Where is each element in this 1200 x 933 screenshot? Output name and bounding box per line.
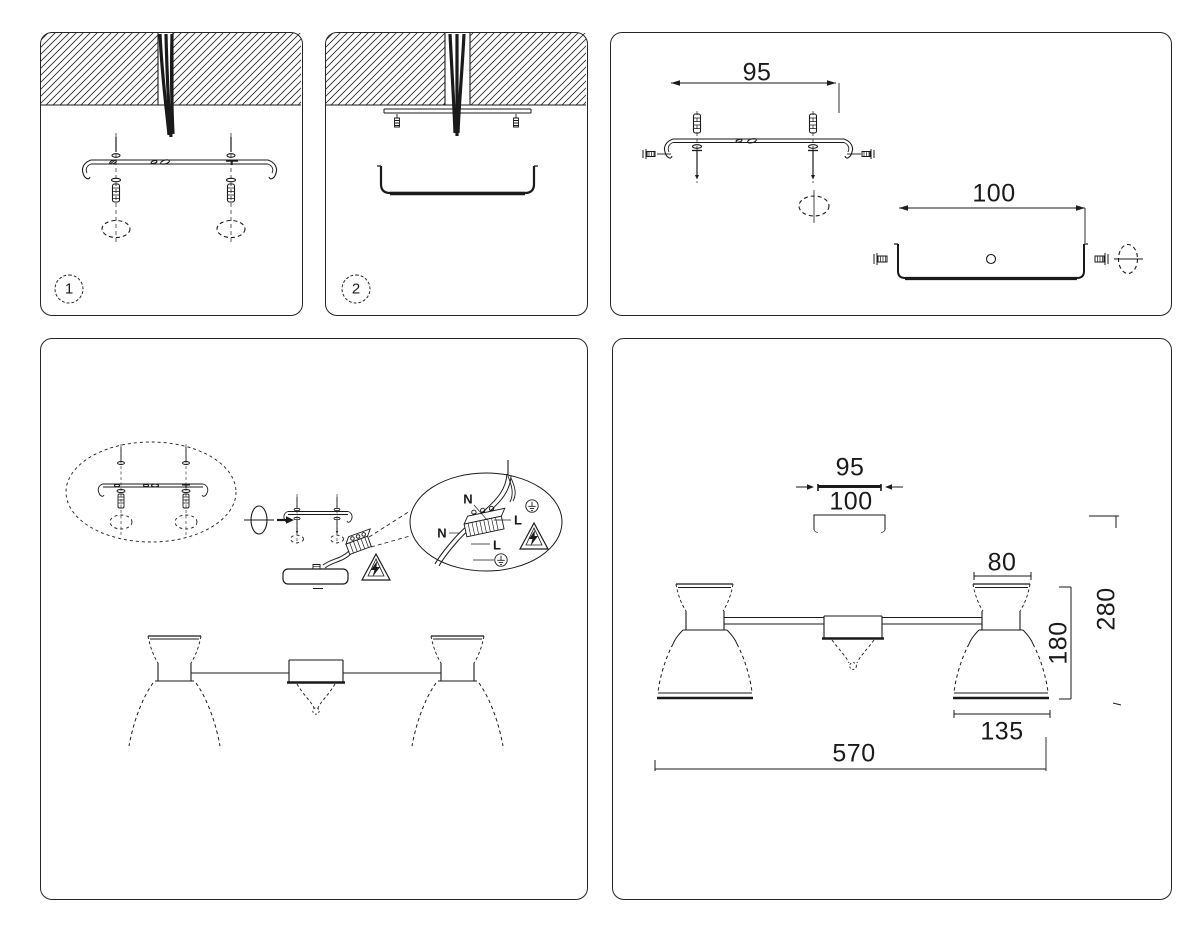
panel-step-2 [325, 32, 588, 316]
wall-plug-and-screw-right [808, 111, 818, 183]
dim-135-label: 135 [980, 717, 1024, 746]
canopy-side-icon [283, 565, 348, 589]
dimension-280-bottom-tick [1113, 703, 1121, 705]
dim-180-label: 180 [1044, 621, 1073, 665]
step-number: 2 [351, 280, 361, 298]
canopy-icon [894, 244, 1088, 279]
lamp-drawing [129, 636, 503, 746]
lamp-head-left [129, 636, 220, 746]
terminal-block-icon [344, 529, 376, 555]
panel-assembly-wiring [40, 338, 588, 900]
dim-570-label: 570 [832, 739, 876, 768]
callout-leader [371, 536, 410, 547]
hole-side-view-icon [244, 506, 274, 534]
screw-and-anchor-left [102, 133, 130, 245]
side-screw-right-icon [1095, 253, 1108, 265]
assembly-wiring-drawing [41, 339, 586, 898]
mounting-bracket-icon [82, 159, 276, 179]
wall-plug-and-screw-left [692, 111, 702, 183]
wire-label-n-top: N [463, 491, 473, 507]
lamp-canopy [287, 660, 345, 714]
lamp-canopy [822, 616, 884, 669]
keyhole-icon [1114, 245, 1143, 274]
mains-wires-icon [160, 34, 173, 137]
dim-95-label: 95 [835, 453, 865, 482]
step-2-drawing [326, 33, 586, 314]
earth-symbol-icon [495, 554, 507, 566]
small-bracket-icon [284, 494, 352, 544]
side-screw-left-icon [874, 253, 887, 265]
mounting-dimensions-drawing [611, 33, 1170, 314]
wire-to-canopy [323, 551, 351, 568]
step-badge [342, 275, 371, 304]
lamp-bar [724, 618, 982, 625]
dim-80-label: 80 [987, 548, 1017, 577]
dim-100-label: 100 [972, 179, 1016, 208]
canopy-icon [377, 166, 538, 194]
wire-label-n-left: N [437, 525, 447, 541]
side-screw-left-icon [643, 149, 671, 159]
step-badge [55, 275, 84, 304]
warning-triangle-icon [520, 523, 548, 549]
wire-label-l-right: L [514, 512, 522, 528]
drill-hole-icon [799, 190, 829, 223]
side-screw-right-icon [847, 149, 874, 159]
dim-100-label: 100 [829, 487, 873, 516]
product-dimensions-drawing [613, 339, 1170, 898]
wire-label-l-bottom: L [493, 537, 501, 553]
dimension-100-bracket [814, 515, 885, 533]
callout-leader [369, 511, 410, 537]
lamp-head-left [657, 584, 753, 698]
callout-ellipse-wiring [410, 460, 562, 571]
callout-ellipse-bracket [66, 442, 236, 542]
assembly-arrow-icon [277, 516, 294, 523]
mains-wires-icon [450, 34, 464, 136]
dimension-280-top-ref [1089, 516, 1119, 528]
lamp-head-right [412, 636, 503, 746]
dim-280-label: 280 [1092, 587, 1121, 631]
lamp-head-right [953, 584, 1049, 698]
lamp-drawing [657, 584, 1049, 698]
screw-icon [395, 114, 400, 127]
earth-symbol-icon [526, 500, 538, 512]
dim-95-label: 95 [742, 58, 772, 87]
dimension-line-100 [899, 205, 1085, 243]
warning-triangle-icon [362, 554, 390, 580]
step-number: 1 [64, 280, 74, 298]
step-1-drawing [41, 33, 301, 314]
screw-and-anchor-right [217, 133, 245, 245]
panel-mounting-dimensions [610, 32, 1172, 316]
panel-product-dimensions [612, 338, 1172, 900]
panel-step-1 [40, 32, 303, 316]
screw-icon [514, 114, 519, 127]
